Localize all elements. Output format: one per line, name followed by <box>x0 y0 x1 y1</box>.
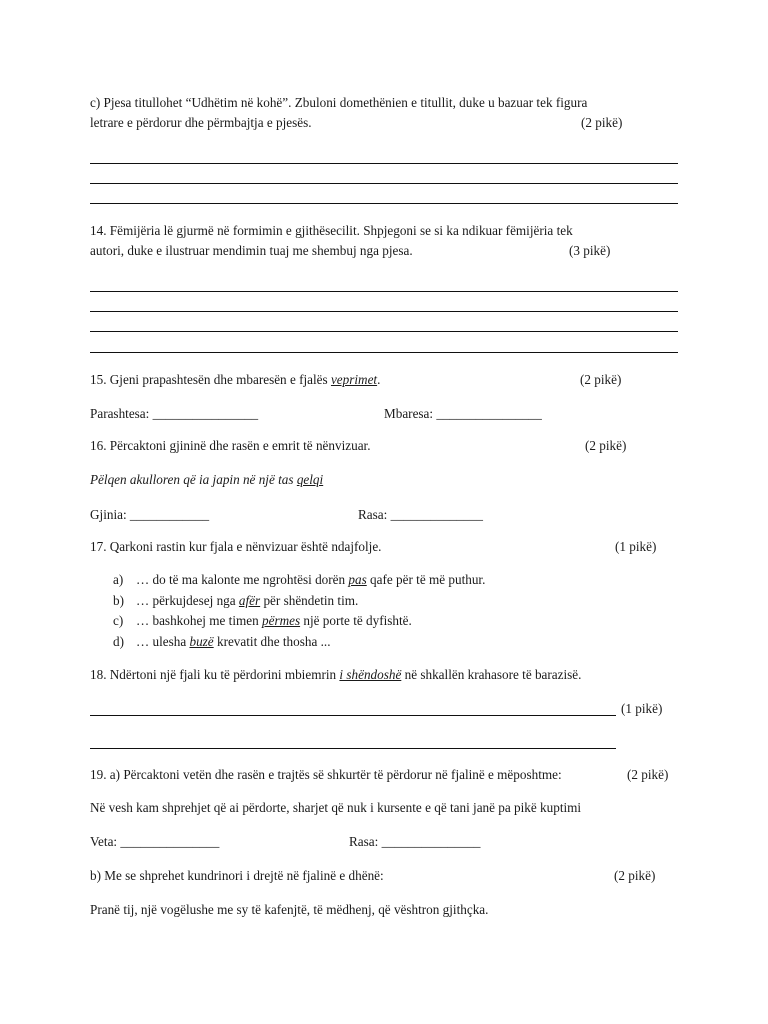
q16-question: 16. Përcaktoni gjininë dhe rasën e emrit të nënvizuar. <box>90 438 371 453</box>
q19a-points: (2 pikë) <box>627 767 669 782</box>
q18-underlined-word: i shëndoshë <box>339 667 402 682</box>
q17-points: (1 pikë) <box>615 539 657 554</box>
gjinia-field[interactable]: Gjinia: ____________ <box>90 507 210 522</box>
option-letter: c) <box>113 613 124 628</box>
q18-question <box>90 668 581 681</box>
answer-line[interactable] <box>90 331 678 332</box>
answer-line[interactable] <box>90 163 678 164</box>
q13c-points: (2 pikë) <box>581 115 623 130</box>
q15-underlined-word: veprimet <box>330 372 378 387</box>
q15-question <box>90 373 380 386</box>
q16-sentence-text: Pëlqen akulloren që ia japin në një tas <box>90 472 297 487</box>
option-text: … do të ma kalonte me ngrohtësi dorën pas qafe për të më puthur. <box>136 572 486 587</box>
option-text: … bashkohej me timen përmes një porte të dyfishtë. <box>136 613 412 628</box>
underlined-word: pas <box>348 572 367 587</box>
q15-question-text: 15. Gjeni prapashtesën dhe mbaresën e fjalës <box>90 372 331 387</box>
parashtesa-field[interactable]: Parashtesa: ________________ <box>90 406 259 421</box>
option-letter: d) <box>113 634 124 649</box>
answer-line[interactable] <box>90 183 678 184</box>
q18-question-text: 18. Ndërtoni një fjali ku të përdorini mbiemrin <box>90 667 340 682</box>
answer-line[interactable] <box>90 352 678 353</box>
underlined-word: afër <box>238 593 261 608</box>
answer-line[interactable] <box>90 311 678 312</box>
q16-sentence <box>90 473 323 486</box>
q14-text-line2: autori, duke e ilustruar mendimin tuaj me shembuj nga pjesa. <box>90 243 413 258</box>
q13c-text-line1: c) Pjesa titullohet “Udhëtim në kohë”. Zbuloni domethënien e titullit, duke u bazuar tek figura <box>90 95 588 110</box>
q16-underlined-word: qelqi <box>296 472 324 487</box>
q13c-text-line2: letrare e përdorur dhe përmbajtja e pjesës. <box>90 115 312 130</box>
q15-points: (2 pikë) <box>580 372 622 387</box>
q19a-sentence: Në vesh kam shprehjet që ai përdorte, sharjet që nuk i kursente e që tani janë pa pikë kuptimi <box>90 800 582 815</box>
answer-line[interactable] <box>90 748 616 749</box>
answer-line[interactable] <box>90 715 616 716</box>
answer-line[interactable] <box>90 203 678 204</box>
answer-line[interactable] <box>90 291 678 292</box>
q18-question-end: në shkallën krahasore të barazisë. <box>401 667 582 682</box>
rasa-field[interactable]: Rasa: ______________ <box>358 507 483 522</box>
q16-points: (2 pikë) <box>585 438 627 453</box>
option-text: … ulesha buzë krevatit dhe thosha ... <box>136 634 331 649</box>
q14-text-line1: 14. Fëmijëria lë gjurmë në formimin e gjithësecilit. Shpjegoni se si ka ndikuar fëmijëria tek <box>90 223 573 238</box>
q19a-question: 19. a) Përcaktoni vetën dhe rasën e trajtës së shkurtër të përdorur në fjalinë e mëposhtme: <box>90 767 562 782</box>
option-text: … përkujdesej nga afër për shëndetin tim. <box>136 593 359 608</box>
q19b-question: b) Me se shprehet kundrinori i drejtë në fjalinë e dhënë: <box>90 868 384 883</box>
q19b-sentence: Pranë tij, një vogëlushe me sy të kafenjtë, të mëdhenj, që vështron gjithçka. <box>90 902 489 917</box>
q17-question: 17. Qarkoni rastin kur fjala e nënvizuar është ndajfolje. <box>90 539 382 554</box>
option-letter: a) <box>113 572 124 587</box>
q14-points: (3 pikë) <box>569 243 611 258</box>
q18-points: (1 pikë) <box>621 701 663 716</box>
option-letter: b) <box>113 593 124 608</box>
rasa-field[interactable]: Rasa: _______________ <box>349 834 481 849</box>
q19b-points: (2 pikë) <box>614 868 656 883</box>
veta-field[interactable]: Veta: _______________ <box>90 834 220 849</box>
mbaresa-field[interactable]: Mbaresa: ________________ <box>384 406 542 421</box>
underlined-word: buzë <box>189 634 214 649</box>
underlined-word: përmes <box>262 613 301 628</box>
q15-question-end: . <box>377 372 381 387</box>
